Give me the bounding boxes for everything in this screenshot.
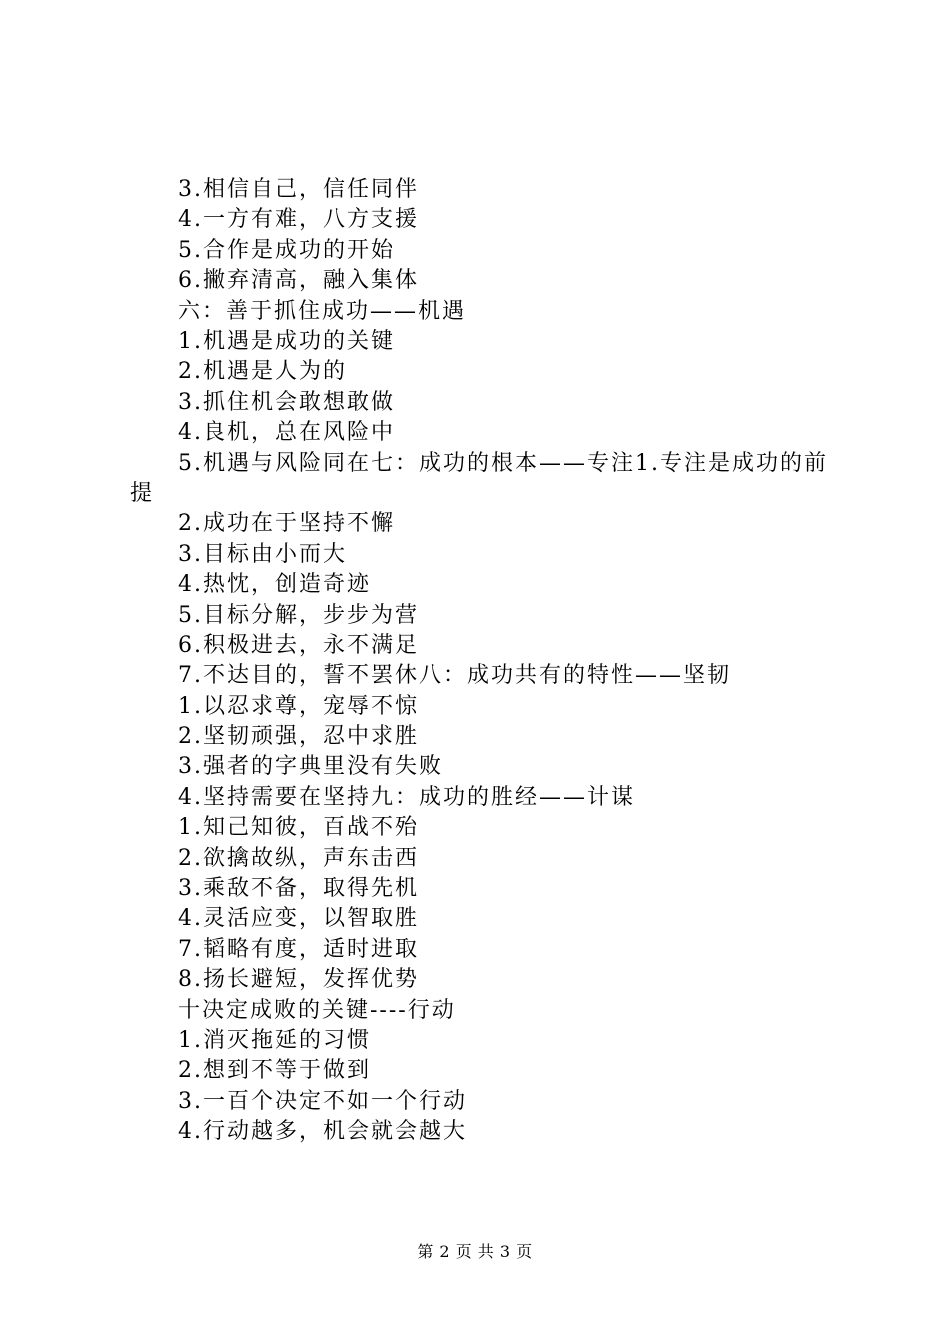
text-line: 7.不达目的，誓不罢休八：成功共有的特性——坚韧 [178,663,731,689]
document-body [130,175,830,1148]
text-line: 4.热忱，创造奇迹 [178,572,371,598]
text-line: 3.相信自己，信任同伴 [178,177,419,202]
text-line: 5.合作是成功的开始 [178,237,395,263]
text-line: 1.以忍求尊，宠辱不惊 [178,693,419,719]
text-line: 2.想到不等于做到 [178,1058,371,1084]
section-heading: 六：善于抓住成功——机遇 [178,298,467,324]
text-line: 7.韬略有度，适时进取 [178,936,419,962]
text-line: 3.乘敌不备，取得先机 [178,876,419,902]
text-line: 2.机遇是人为的 [178,359,347,385]
text-line: 2.坚韧顽强，忍中求胜 [178,724,419,750]
text-line: 4.良机，总在风险中 [178,420,395,446]
text-line: 6.撇弃清高，融入集体 [178,268,419,294]
text-line: 3.抓住机会敢想敢做 [178,389,395,415]
text-line: 4.坚持需要在坚持九：成功的胜经——计谋 [178,784,635,810]
text-line: 4.行动越多，机会就会越大 [178,1119,467,1145]
text-line: 2.欲擒故纵，声东击西 [178,845,419,871]
text-line: 4.一方有难，八方支援 [178,207,419,233]
page-number-footer: 第 2 页 共 3 页 [417,1242,533,1261]
text-line: 2.成功在于坚持不懈 [178,511,395,537]
text-line: 1.知己知彼，百战不殆 [178,815,419,841]
text-line: 6.积极进去，永不满足 [178,632,419,658]
text-line: 5.目标分解，步步为营 [178,602,419,628]
section-heading: 十决定成败的关键----行动 [178,997,456,1023]
text-line: 8.扬长避短，发挥优势 [178,967,419,993]
text-line: 1.机遇是成功的关键 [178,328,395,354]
text-line: 1.消灭拖延的习惯 [178,1027,371,1053]
text-line: 3.一百个决定不如一个行动 [178,1088,467,1114]
text-paragraph: 5.机遇与风险同在七：成功的根本——专注1.专注是成功的前提 [130,450,828,506]
text-line: 4.灵活应变，以智取胜 [178,906,419,932]
text-line: 3.强者的字典里没有失败 [178,754,443,780]
text-line: 3.目标由小而大 [178,541,347,567]
